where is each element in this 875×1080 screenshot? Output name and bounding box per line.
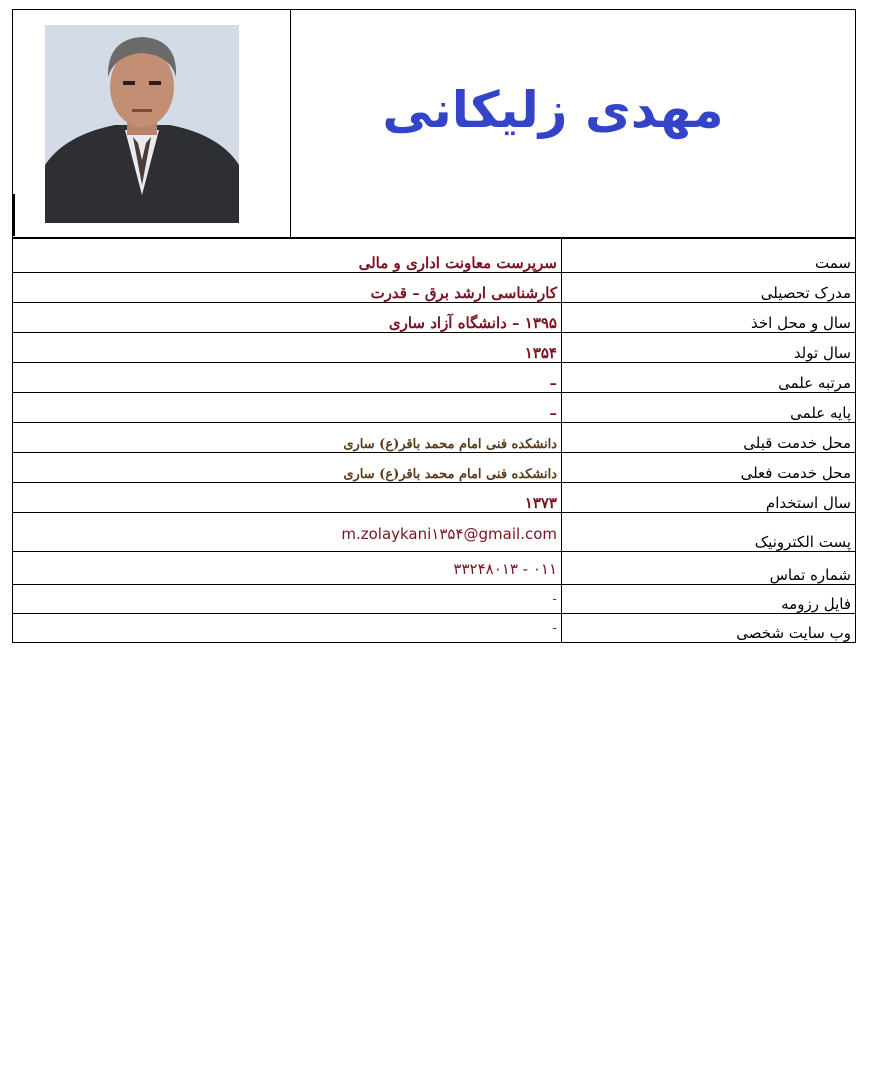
email-value[interactable] (13, 513, 562, 552)
employment-year-value: ۱۳۷۳ (13, 483, 562, 513)
phone-label: شماره تماس (562, 552, 856, 585)
academic-rank-value: – (13, 363, 562, 393)
table-row (13, 363, 856, 393)
portrait-icon (45, 25, 239, 223)
table-row (13, 483, 856, 513)
table-row (13, 273, 856, 303)
table-row (13, 453, 856, 483)
position-label: سمت (562, 239, 856, 273)
current-workplace-label: محل خدمت فعلی (562, 453, 856, 483)
info-table (12, 238, 856, 643)
website-label: وب سایت شخصی (562, 614, 856, 643)
degree-label: مدرک تحصیلی (562, 273, 856, 303)
website-link[interactable]: - (552, 621, 557, 636)
email-link[interactable]: m.zolaykani۱۳۵۴@gmail.com (341, 525, 557, 543)
academic-grade-value: – (13, 393, 562, 423)
position-value: سرپرست معاونت اداری و مالی (13, 239, 562, 273)
profile-name: مهدی زلیکانی (382, 81, 724, 139)
graduation-value: ۱۳۹۵ – دانشگاه آزاد ساری (13, 303, 562, 333)
previous-workplace-label: محل خدمت قبلی (562, 423, 856, 453)
border-mark (13, 194, 15, 236)
table-row (13, 393, 856, 423)
phone-value (13, 552, 562, 585)
table-row (13, 333, 856, 363)
degree-value: کارشناسی ارشد برق – قدرت (13, 273, 562, 303)
birth-year-value: ۱۳۵۴ (13, 333, 562, 363)
resume-file-link[interactable]: - (552, 592, 557, 607)
website-value[interactable] (13, 614, 562, 643)
email-label: پست الکترونیک (562, 513, 856, 552)
current-workplace-value: دانشکده فنی امام محمد باقر(ع) ساری (13, 453, 562, 483)
employment-year-label: سال استخدام (562, 483, 856, 513)
previous-workplace-value: دانشکده فنی امام محمد باقر(ع) ساری (13, 423, 562, 453)
profile-header (12, 9, 856, 238)
table-row (13, 513, 856, 552)
resume-file-label: فایل رزومه (562, 585, 856, 614)
phone-number: ۰۱۱ - ۳۳۲۴۸۰۱۳ (453, 560, 557, 578)
table-row (13, 585, 856, 614)
table-row (13, 614, 856, 643)
birth-year-label: سال تولد (562, 333, 856, 363)
academic-grade-label: پایه علمی (562, 393, 856, 423)
table-row (13, 303, 856, 333)
table-row (13, 423, 856, 453)
table-row (13, 552, 856, 585)
resume-file-value[interactable] (13, 585, 562, 614)
academic-rank-label: مرتبه علمی (562, 363, 856, 393)
profile-sheet (12, 9, 856, 643)
table-row (13, 239, 856, 273)
profile-photo (45, 25, 239, 223)
graduation-label: سال و محل اخذ (562, 303, 856, 333)
